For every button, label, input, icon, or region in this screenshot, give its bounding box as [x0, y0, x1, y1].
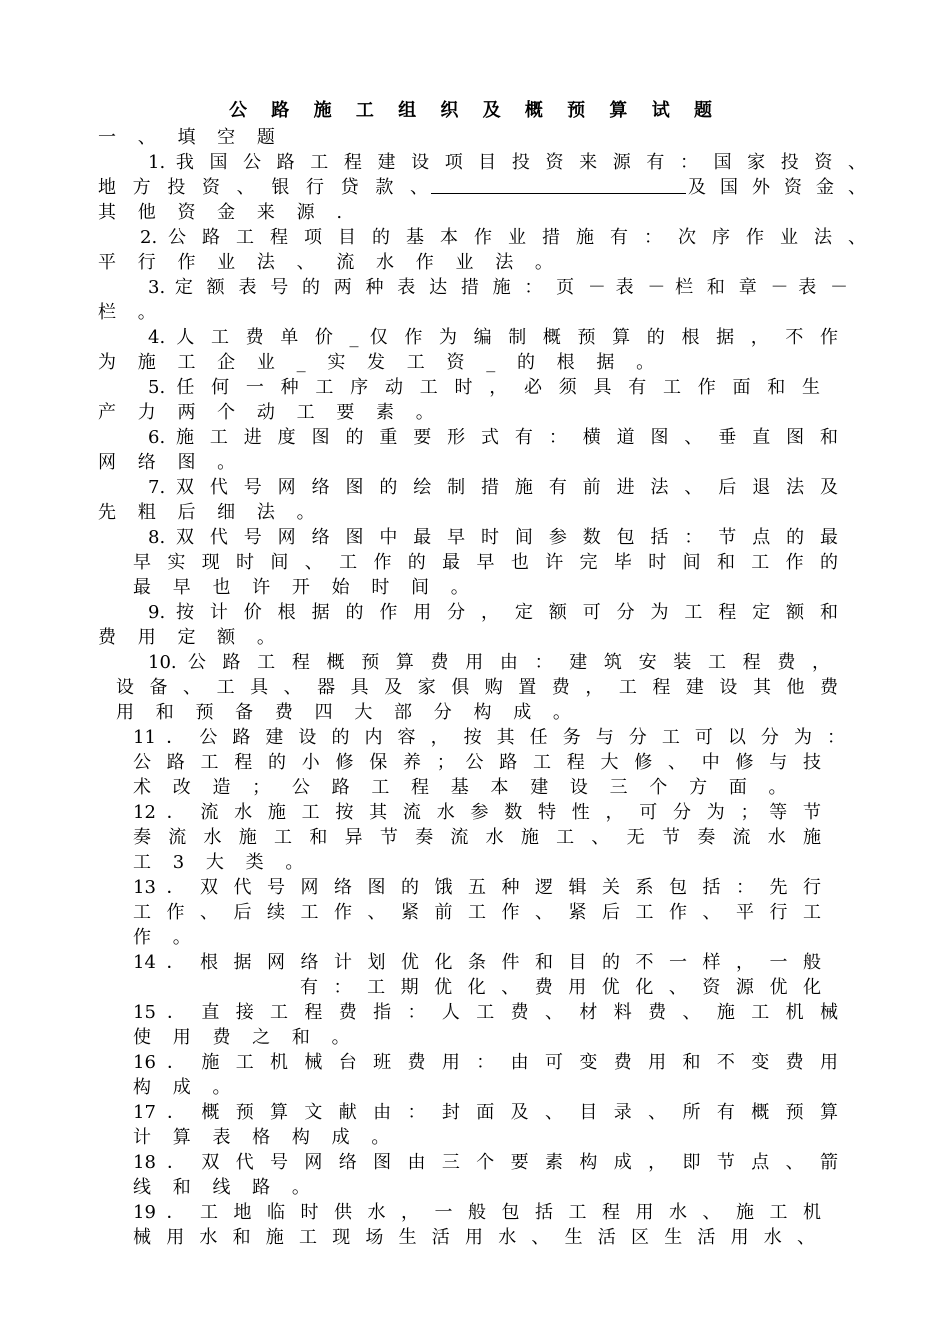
- text-line: 12 ． 流 水 施 工 按 其 流 水 参 数 特 性 ， 可 分 为 ； 等 节: [133, 802, 821, 823]
- text-line: 11 ． 公 路 建 设 的 内 容 ， 按 其 任 务 与 分 工 可 以 分 为 ：: [133, 727, 845, 748]
- text-line: 平 行 作 业 法 、 流 水 作 业 法 。: [98, 252, 561, 273]
- text-line: 奏 流 水 施 工 和 异 节 奏 流 水 施 工 、 无 节 奏 流 水 施: [133, 827, 821, 848]
- text-line: 18 ． 双 代 号 网 络 图 由 三 个 要 素 构 成 ， 即 节 点 、 箭: [133, 1152, 838, 1173]
- text-line: 线 和 线 路 。: [133, 1177, 318, 1198]
- text-line: 2. 公 路 工 程 项 目 的 基 本 作 业 措 施 有 ： 次 序 作 业 法 、: [140, 227, 866, 248]
- text-line: 工 作 、 后 续 工 作 、 紧 前 工 作 、 紧 后 工 作 、 平 行 工: [133, 902, 821, 923]
- text-line: 最 早 也 许 开 始 时 间 。: [133, 577, 477, 598]
- text-line-with-blank: [98, 175, 866, 200]
- text-line: 5. 任 何 一 种 工 序 动 工 时 ， 必 须 具 有 工 作 面 和 生: [148, 377, 820, 398]
- text-line: 工 3 大 类 。: [133, 852, 312, 873]
- text-line: 先 粗 后 细 法 。: [98, 502, 323, 523]
- text-line: 3. 定 额 表 号 的 两 种 表 达 措 施 ： 页 － 表 － 栏 和 章 － 表 －: [148, 277, 848, 298]
- text-line: 械 用 水 和 施 工 现 场 生 活 用 水 、 生 活 区 生 活 用 水 、: [133, 1227, 815, 1248]
- text-line: 9. 按 计 价 根 据 的 作 用 分 ， 定 额 可 分 为 工 程 定 额 和: [148, 602, 838, 623]
- text-line: 其 他 资 金 来 源 .: [98, 202, 351, 223]
- text-line: 15 ． 直 接 工 程 费 指 ： 人 工 费 、 材 料 费 、 施 工 机 械: [133, 1002, 838, 1023]
- text-line: 为 施 工 企 业 _ 实 发 工 资 _ 的 根 据 。: [98, 352, 663, 373]
- text-line: 产 力 两 个 动 工 要 素 。: [98, 402, 442, 423]
- text-line: 构 成 。: [133, 1077, 239, 1098]
- text-line: 栏 。: [98, 302, 164, 323]
- fill-in-blank: [431, 175, 686, 194]
- text-line: 16 ． 施 工 机 械 台 班 费 用 ： 由 可 变 费 用 和 不 变 费 用: [133, 1052, 838, 1073]
- text-line: 计 算 表 格 构 成 。: [133, 1127, 398, 1148]
- text-line-part: 及 国 外 资 金 、: [688, 177, 866, 198]
- text-line: 网 络 图 。: [98, 452, 244, 473]
- text-line: 用 和 预 备 费 四 大 部 分 构 成 。: [116, 702, 579, 723]
- text-line-part: 地 方 投 资 、 银 行 贷 款 、: [98, 177, 428, 198]
- text-line: 19 ． 工 地 临 时 供 水 ， 一 般 包 括 工 程 用 水 、 施 工 机: [133, 1202, 821, 1223]
- section-heading: 一 、 填 空 题: [98, 127, 283, 148]
- text-line: 8. 双 代 号 网 络 图 中 最 早 时 间 参 数 包 括 ： 节 点 的 最: [148, 527, 838, 548]
- text-line: 使 用 费 之 和 。: [133, 1027, 358, 1048]
- text-line: 术 改 造 ； 公 路 工 程 基 本 建 设 三 个 方 面 。: [133, 777, 795, 798]
- text-line: 17 ． 概 预 算 文 献 由 ： 封 面 及 、 目 录 、 所 有 概 预 算: [133, 1102, 838, 1123]
- text-line: 有 ： 工 期 优 化 、 费 用 优 化 、 资 源 优 化: [300, 977, 821, 998]
- text-line: 1. 我 国 公 路 工 程 建 设 项 目 投 资 来 源 有 ： 国 家 投 资 、: [148, 152, 866, 173]
- text-line: 6. 施 工 进 度 图 的 重 要 形 式 有 ： 横 道 图 、 垂 直 图 和: [148, 427, 838, 448]
- text-line: 作 。: [133, 927, 199, 948]
- text-line: 设 备 、 工 具 、 器 具 及 家 俱 购 置 费 ， 工 程 建 设 其 他 费: [116, 677, 838, 698]
- document-title: 公 路 施 工 组 织 及 概 预 算 试 题: [229, 100, 721, 121]
- text-line: 公 路 工 程 的 小 修 保 养 ； 公 路 工 程 大 修 、 中 修 与 技: [133, 752, 821, 773]
- text-line: 14 ． 根 据 网 络 计 划 优 化 条 件 和 目 的 不 一 样 ， 一 般: [133, 952, 821, 973]
- text-line: 7. 双 代 号 网 络 图 的 绘 制 措 施 有 前 进 法 、 后 退 法 及: [148, 477, 838, 498]
- text-line: 费 用 定 额 。: [98, 627, 283, 648]
- text-line: 4. 人 工 费 单 价 _ 仅 作 为 编 制 概 预 算 的 根 据 ， 不 作: [148, 327, 838, 348]
- text-line: 早 实 现 时 间 、 工 作 的 最 早 也 许 完 毕 时 间 和 工 作 的: [133, 552, 838, 573]
- text-line: 13 ． 双 代 号 网 络 图 的 饿 五 种 逻 辑 关 系 包 括 ： 先 行: [133, 877, 821, 898]
- text-line: 10. 公 路 工 程 概 预 算 费 用 由 ： 建 筑 安 装 工 程 费 ，: [148, 652, 830, 673]
